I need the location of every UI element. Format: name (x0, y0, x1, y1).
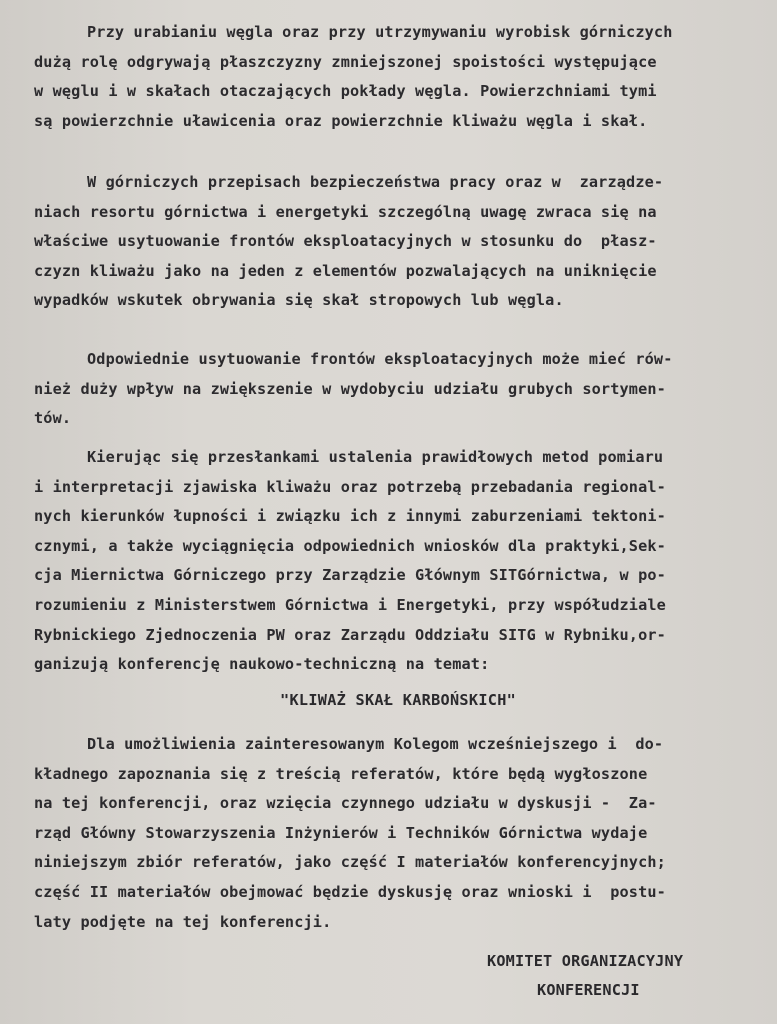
text-line: i interpretacji zjawiska kliważu oraz potrzebą przebadania regional- (34, 477, 666, 496)
text-line: na tej konferencji, oraz wzięcia czynnego udziału w dyskusji - Za- (34, 794, 657, 813)
paragraph-4 (0, 443, 666, 680)
text-line: wypadków wskutek obrywania się skał stropowych lub węgla. (34, 291, 564, 310)
text-line: ganizują konferencję naukowo-techniczną na temat: (34, 655, 490, 674)
paragraph-2 (0, 168, 664, 316)
text-line: właściwe usytuowanie frontów eksploatacyjnych w stosunku do płasz- (34, 232, 657, 251)
text-line: nych kierunków łupności i związku ich z innymi zaburzeniami tektoni- (34, 507, 666, 526)
text-line: W górniczych przepisach bezpieczeństwa pracy oraz w zarządze- (87, 173, 664, 191)
text-line: cja Miernictwa Górniczego przy Zarządzie Głównym SITGórnictwa, w po- (34, 566, 666, 585)
text-line: niniejszym zbiór referatów, jako część I materiałów konferencyjnych; (34, 853, 666, 872)
text-line: w węglu i w skałach otaczających pokłady węgla. Powierzchniami tymi (34, 82, 657, 101)
conference-title: "KLIWAŻ SKAŁ KARBOŃSKICH" (280, 691, 517, 709)
text-line: nież duży wpływ na zwiększenie w wydobyciu udziału grubych sortymen- (34, 379, 666, 398)
text-line: część II materiałów obejmować będzie dyskusję oraz wnioski i postu- (34, 882, 666, 901)
text-line: Dla umożliwienia zainteresowanym Kolegom wcześniejszego i do- (87, 735, 664, 753)
text-line: tów. (34, 409, 72, 428)
text-line: dużą rolę odgrywają płaszczyzny zmniejszonej spoistości występujące (34, 52, 657, 71)
text-line: rząd Główny Stowarzyszenia Inżynierów i Techników Górnictwa wydaje (34, 823, 648, 842)
text-line: rozumieniu z Ministerstwem Górnictwa i Energetyki, przy współudziale (34, 595, 666, 614)
text-line: Przy urabianiu węgla oraz przy utrzymywaniu wyrobisk górniczych (87, 23, 673, 41)
signature-line-1: KOMITET ORGANIZACYJNY (487, 952, 684, 970)
text-line: niach resortu górnictwa i energetyki szczególną uwagę zwraca się na (34, 202, 657, 221)
text-line: czyzn kliważu jako na jeden z elementów pozwalających na uniknięcie (34, 261, 657, 280)
signature-line-2: KONFERENCJI (537, 981, 640, 999)
paragraph-1 (0, 18, 708, 136)
text-line: cznymi, a także wyciągnięcia odpowiednich wniosków dla praktyki,Sek- (34, 536, 666, 555)
text-line: Odpowiednie usytuowanie frontów eksploatacyjnych może mieć rów- (87, 350, 673, 368)
text-line: są powierzchnie uławicenia oraz powierzchnie kliważu węgla i skał. (34, 111, 648, 130)
paragraph-5 (0, 730, 666, 937)
paragraph-3 (0, 345, 673, 434)
text-line: laty podjęte na tej konferencji. (34, 912, 332, 931)
text-line: Kierując się przesłankami ustalenia prawidłowych metod pomiaru (87, 448, 664, 466)
text-line: Rybnickiego Zjednoczenia PW oraz Zarządu Oddziału SITG w Rybniku,or- (34, 625, 666, 644)
text-line: kładnego zapoznania się z treścią referatów, które będą wygłoszone (34, 764, 648, 783)
